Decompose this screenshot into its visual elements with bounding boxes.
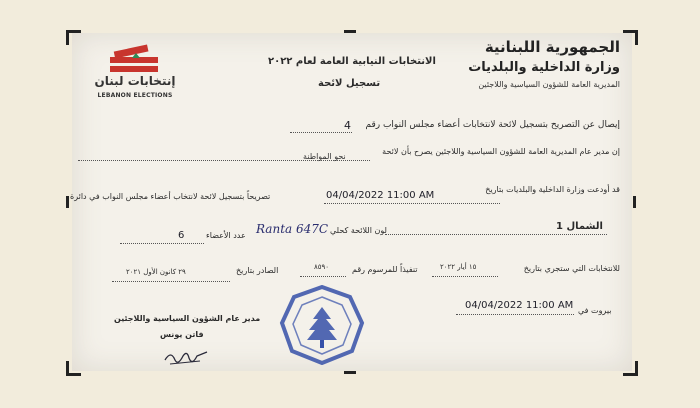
crop-corner-top-right[interactable] xyxy=(623,30,638,45)
signatory-name: فاتن يونس xyxy=(160,330,204,339)
place-date-line xyxy=(456,314,574,315)
receipt-number: 4 xyxy=(344,119,351,132)
signatory-title: مدير عام الشؤون السياسية واللاجئين xyxy=(114,314,261,323)
registration-text: تصريحاً بتسجيل لائحة لانتخاب أعضاء مجلس النواب في دائرة xyxy=(70,192,271,201)
election-date-line xyxy=(432,276,498,277)
decree-number: ٨٥٩٠ xyxy=(314,263,330,271)
list-name: نحو المواطنة xyxy=(303,152,346,161)
header-ministry: وزارة الداخلية والبلديات xyxy=(468,60,620,75)
crop-handle-bottom[interactable] xyxy=(344,371,356,374)
decree-date: ٢٩ كانون الأول ٢٠٢١ xyxy=(126,268,186,276)
deposit-date-label: قد أودعت وزارة الداخلية والبلديات بتاريخ xyxy=(485,185,620,194)
receipt-number-line xyxy=(290,132,352,133)
deposit-date-line xyxy=(324,203,500,204)
crop-corner-top-left[interactable] xyxy=(66,30,81,45)
list-color-handwritten: Ranta 647C xyxy=(256,222,329,236)
crop-corner-bottom-left[interactable] xyxy=(66,361,81,376)
header-republic: الجمهورية اللبنانية xyxy=(484,38,620,56)
election-title: الانتخابات النيابية العامة لعام ٢٠٢٢ xyxy=(268,56,436,67)
crop-corner-bottom-right[interactable] xyxy=(623,361,638,376)
district: الشمال 1 xyxy=(556,221,603,232)
deposit-date: 04/04/2022 11:00 AM xyxy=(326,190,435,201)
members-count: 6 xyxy=(178,230,185,241)
election-date: ١٥ أيار ٢٠٢٢ xyxy=(440,263,477,271)
receipt-line-text: إيصال عن التصريح بتسجيل لائحة لانتخابات أعضاء مجلس النواب رقم xyxy=(365,120,620,130)
decree-date-line xyxy=(112,281,230,282)
crop-handle-right[interactable] xyxy=(633,196,636,208)
official-stamp-icon xyxy=(278,285,366,365)
logo-arabic-text: إنتخابات لبنان xyxy=(94,74,176,88)
decree-date-label: الصادر بتاريخ xyxy=(236,266,279,275)
members-count-line xyxy=(120,243,204,244)
district-line xyxy=(385,234,607,235)
place-date-label: بيروت في xyxy=(578,306,612,315)
decree-number-line xyxy=(300,276,346,277)
form-title: تسجيل لائحة xyxy=(318,78,381,89)
lebanon-elections-logo xyxy=(92,40,178,104)
header-directorate: المديرية العامة للشؤون السياسية واللاجئين xyxy=(478,80,620,89)
crop-handle-top[interactable] xyxy=(344,30,356,33)
declaration-line-text: إن مدير عام المديرية العامة للشؤون السياسية واللاجئين يصرح بأن لائحة xyxy=(382,147,620,156)
logo-english-text: LEBANON ELECTIONS xyxy=(97,92,173,99)
members-label: عدد الأعضاء xyxy=(206,231,246,240)
handwritten-signature xyxy=(162,346,212,368)
decree-number-label: تنفيذاً للمرسوم رقم xyxy=(352,265,418,274)
place-date: 04/04/2022 11:00 AM xyxy=(465,300,574,311)
election-date-label: للانتخابات التي ستجري بتاريخ xyxy=(523,264,620,273)
crop-handle-left[interactable] xyxy=(66,196,69,208)
list-color-label: لون اللائحة كحلي xyxy=(330,226,387,235)
ballot-box-icon xyxy=(92,40,178,76)
